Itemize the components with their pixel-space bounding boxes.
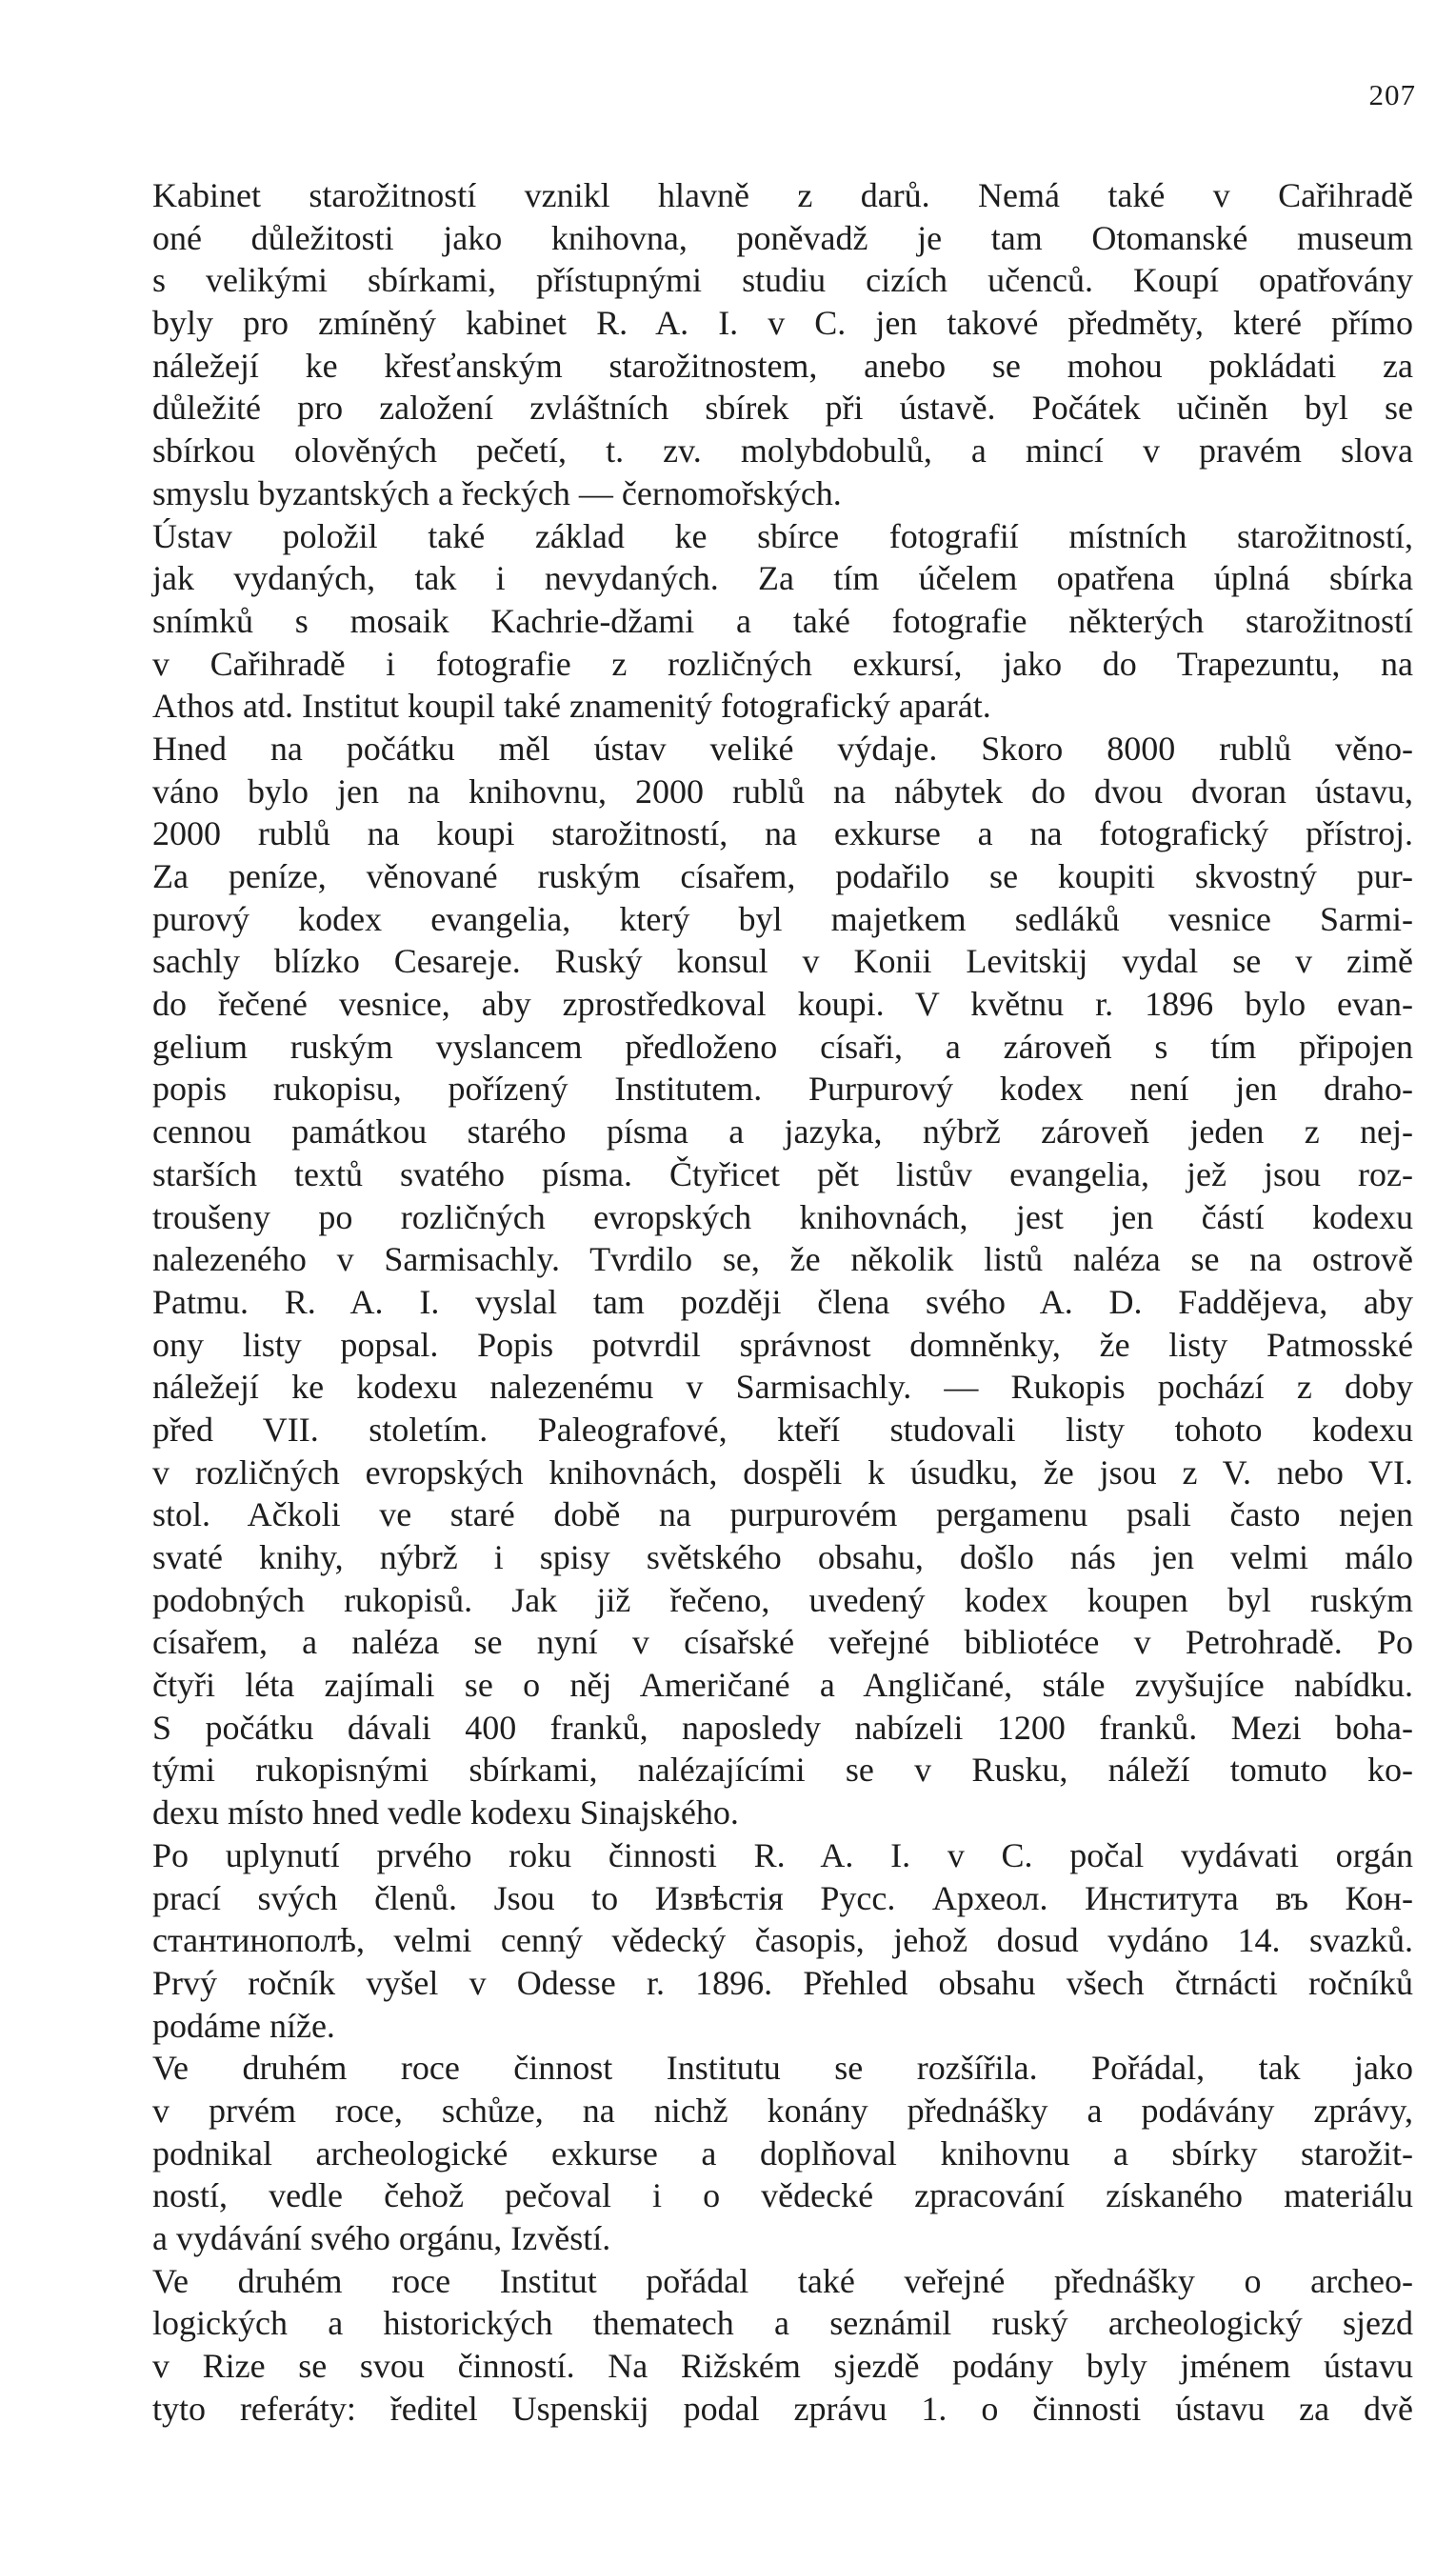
text-line: nalezeného v Sarmisachly. Tvrdilo se, že několik listů naléza se na ostrově <box>152 1240 1413 1279</box>
text-line: stol. Ačkoli ve staré době na purpurovém pergamenu psali často nejen <box>152 1495 1413 1534</box>
text-line: tyto referáty: ředitel Uspenskij podal zprávu 1. o činnosti ústavu za dvě <box>152 2389 1413 2428</box>
text-line: purový kodex evangelia, který byl majetkem sedláků vesnice Sarmi- <box>152 899 1413 938</box>
text-line: důležité pro založení zvláštních sbírek při ústavě. Počátek učiněn byl se <box>152 389 1413 428</box>
page-number: 207 <box>1368 78 1416 111</box>
text-line: dexu místo hned vedle kodexu Sinajského. <box>152 1793 739 1832</box>
paragraph-first-line: Ústav položil také základ ke sbírce fotografií místních starožitností, <box>152 516 1413 555</box>
text-line: v rozličných evropských knihovnách, dospěli k úsudku, že jsou z V. nebo VI. <box>152 1452 1413 1492</box>
text-line: sbírkou olověných pečetí, t. zv. molybdobulů, a mincí v pravém slova <box>152 431 1413 471</box>
text-line: smyslu byzantských a řeckých — černomořských. <box>152 473 842 512</box>
text-line: Prvý ročník vyšel v Odesse r. 1896. Přehled obsahu všech čtrnácti ročníků <box>152 1963 1413 2002</box>
text-line: náležejí ke kodexu nalezenému v Sarmisachly. — Rukopis pochází z doby <box>152 1368 1413 1407</box>
text-line: logických a historických thematech a seznámil ruský archeologický sjezd <box>152 2304 1413 2343</box>
text-line: sachly blízko Cesareje. Ruský konsul v Konii Levitskij vydal se v zimě <box>152 942 1413 981</box>
text-line: do řečené vesnice, aby zprostředkoval koupi. V květnu r. 1896 bylo evan- <box>152 985 1413 1024</box>
text-line: císařem, a naléza se nyní v císařské veřejné bibliotéce v Petrohradě. Po <box>152 1623 1413 1662</box>
text-line: cennou památkou starého písma a jazyka, nýbrž zároveň jeden z nej- <box>152 1112 1413 1151</box>
text-line: snímků s mosaik Kachrie-džami a také fotografie některých starožitností <box>152 601 1413 640</box>
text-line: podáme níže. <box>152 2006 335 2045</box>
text-line: náležejí ke křesťanským starožitnostem, anebo se mohou pokládati za <box>152 346 1413 385</box>
paragraph-first-line: Hned na počátku měl ústav veliké výdaje. Skoro 8000 rublů věno- <box>152 729 1413 768</box>
paragraph-first-line: Ve druhém roce činnost Institutu se rozšířila. Pořádal, tak jako <box>152 2049 1413 2088</box>
text-line: Za peníze, věnované ruským císařem, podařilo se koupiti skvostný pur- <box>152 857 1413 895</box>
text-line: v Cařihradě i fotografie z rozličných exkursí, jako do Trapezuntu, na <box>152 644 1413 683</box>
text-line: váno bylo jen na knihovnu, 2000 rublů na nábytek do dvou dvoran ústavu, <box>152 771 1413 811</box>
text-line: Kabinet starožitností vznikl hlavně z darů. Nemá také v Cařihradě <box>152 176 1413 214</box>
text-line: jak vydaných, tak i nevydaných. Za tím účelem opatřena úplná sbírka <box>152 559 1413 598</box>
text-line: ností, vedle čehož pečoval i o vědecké zpracování získaného materiálu <box>152 2176 1413 2215</box>
text-line: Patmu. R. A. I. vyslal tam později člena svého A. D. Fadděјeva, aby <box>152 1282 1413 1321</box>
text-line: troušeny po rozličných evropských knihovnách, jest jen částí kodexu <box>152 1197 1413 1236</box>
body-text <box>152 174 1413 2430</box>
text-line: byly pro zmíněný kabinet R. A. I. v C. jen takové předměty, které přímo <box>152 304 1413 343</box>
text-line: podobných rukopisů. Jak již řečeno, uvedený kodex koupen byl ruským <box>152 1580 1413 1619</box>
text-line: prací svých členů. Jsou to Извѣстія Русс. Археол. Института въ Кон- <box>152 1878 1413 1917</box>
text-line: čtyři léta zajímali se o něj Američané a Angličané, stále zvyšujíce nabídku. <box>152 1666 1413 1705</box>
paragraph-first-line: Ve druhém roce Institut pořádal také veřejné přednášky o archeo- <box>152 2261 1413 2300</box>
text-line: gelium ruským vyslancem předloženo císaři, a zároveň s tím připojen <box>152 1027 1413 1066</box>
text-line: tými rukopisnými sbírkami, nalézajícími se v Rusku, náleží tomuto ko- <box>152 1751 1413 1790</box>
text-line: v prvém roce, schůze, na nichž konány přednášky a podávány zprávy, <box>152 2091 1413 2130</box>
text-line: podnikal archeologické exkurse a doplňoval knihovnu a sbírky starožit- <box>152 2133 1413 2173</box>
text-line: před VII. stoletím. Paleografové, kteří studovali listy tohoto kodexu <box>152 1410 1413 1449</box>
text-line: S počátku dávali 400 franků, naposledy nabízeli 1200 franků. Mezi boha- <box>152 1708 1413 1747</box>
text-line: v Rize se svou činností. Na Rižském sjezdě podány byly jménem ústavu <box>152 2347 1413 2386</box>
text-line: Athos atd. Institut koupil také znamenitý fotografický aparát. <box>152 687 991 726</box>
paragraph-first-line: Po uplynutí prvého roku činnosti R. A. I. v C. počal vydávati orgán <box>152 1835 1413 1874</box>
text-line: starších textů svatého písma. Čtyřicet pět listův evangelia, jež jsou roz- <box>152 1154 1413 1193</box>
text-line: a vydávání svého orgánu, Izvěstí. <box>152 2219 611 2257</box>
text-line: oné důležitosti jako knihovna, poněvadž je tam Otomanské museum <box>152 218 1413 257</box>
text-line: ony listy popsal. Popis potvrdil správnost domněnky, že listy Patmosské <box>152 1325 1413 1364</box>
text-line: 2000 rublů na koupi starožitností, na exkurse a na fotografický přístroj. <box>152 814 1413 853</box>
text-line: svaté knihy, nýbrž i spisy světského obsahu, došlo nás jen velmi málo <box>152 1538 1413 1576</box>
text-line: s velikými sbírkami, přístupnými studiu cizích učenců. Koupí opatřovány <box>152 261 1413 300</box>
text-line: popis rukopisu, pořízený Institutem. Purpurový kodex není jen draho- <box>152 1070 1413 1109</box>
text-line: стантинополѣ, velmi cenný vědecký časopis, jehož dosud vydáno 14. svazků. <box>152 1921 1413 1960</box>
